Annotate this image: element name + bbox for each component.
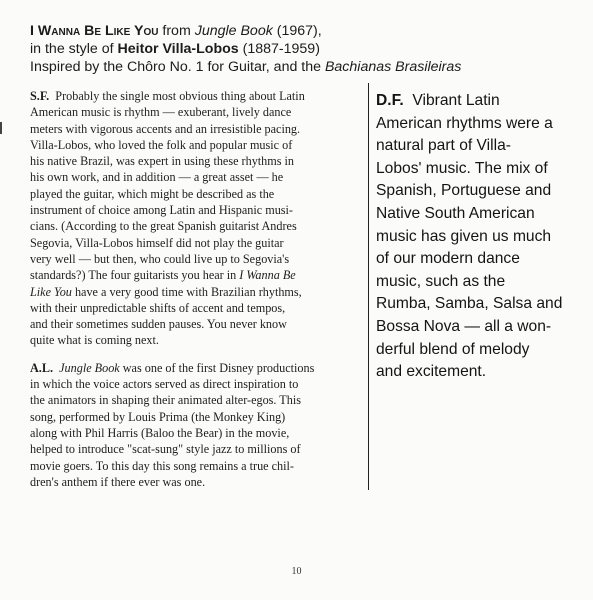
al-line: the animators in shaping their animated alter-egos. This	[30, 393, 301, 408]
inspired-work: Bachianas Brasileiras	[324, 59, 462, 75]
sf-line: S.F. Probably the single most obvious thing about Latin	[30, 89, 305, 103]
df-line: Rumba, Samba, Salsa and	[376, 295, 563, 313]
sf-paragraph	[30, 88, 360, 349]
al-line: movie goers. To this day this song remains a true chil-	[30, 458, 294, 473]
track-header	[30, 22, 570, 76]
composer-name: Heitor Villa-Lobos	[117, 41, 239, 57]
df-line: Spanish, Portuguese and	[376, 182, 552, 200]
al-line: in which the voice actors served as direct inspiration to	[30, 377, 299, 392]
sf-line: cians. (According to the great Spanish guitarist Andres	[30, 219, 297, 234]
df-line: Bossa Nova — all a won-	[376, 317, 552, 335]
header-line-1	[30, 22, 570, 40]
movie-title: Jungle Book	[194, 23, 273, 39]
from-text: from	[158, 23, 195, 39]
df-line: derful blend of melody	[376, 340, 530, 358]
sf-line: his native Brazil, was expert in using these rhythms in	[30, 154, 295, 169]
df-line: D.F. Vibrant Latin	[376, 92, 500, 109]
al-label: A.L.	[30, 360, 54, 375]
sf-line: and their sometimes sudden pauses. You never know	[30, 317, 287, 332]
al-line: song, performed by Louis Prima (the Monkey King)	[30, 409, 286, 424]
df-line: Lobos' music. The mix of	[376, 159, 548, 177]
sf-inline-title: I Wanna Be	[239, 268, 296, 283]
page-number: 10	[291, 566, 302, 577]
left-column	[30, 88, 360, 501]
sf-line: instrument of choice among Latin and Hispanic musi-	[30, 203, 293, 218]
df-label: D.F.	[376, 92, 404, 109]
df-line: of our modern dance	[376, 250, 520, 268]
song-title: I Wanna Be Like You	[30, 23, 159, 39]
df-line: and excitement.	[376, 363, 487, 381]
df-line: music, such as the	[376, 272, 506, 290]
al-line: along with Phil Harris (Baloo the Bear) in the movie,	[30, 425, 290, 440]
sf-line: Like You have a very good time with Brazilian rhythms,	[30, 284, 302, 299]
sf-line: with their unpredictable shifts of accent and tempos,	[30, 300, 286, 315]
al-paragraph	[30, 360, 360, 490]
al-line: dren's anthem if there ever was one.	[30, 474, 206, 489]
sf-line: played the guitar, which might be described as the	[30, 186, 275, 201]
df-line: music has given us much	[376, 227, 552, 245]
style-prefix: in the style of	[30, 41, 118, 57]
al-inline-title: Jungle Book	[59, 360, 120, 375]
movie-year: (1967),	[272, 23, 322, 39]
df-line: natural part of Villa-	[376, 137, 511, 155]
df-line: Native South American	[376, 204, 535, 222]
sf-line: meters with vigorous accents and an irresistible pacing.	[30, 121, 301, 136]
sf-line: American music is rhythm — exuberant, lively dance	[30, 105, 292, 120]
page-edge-mark	[0, 122, 2, 134]
sf-line: Segovia, Villa-Lobos himself did not play the guitar	[30, 235, 284, 250]
sf-label: S.F.	[30, 89, 50, 103]
sf-line: quite what is coming next.	[30, 333, 159, 348]
header-line-2	[30, 40, 570, 58]
sf-line: Villa-Lobos, who loved the folk and popular music of	[30, 137, 293, 152]
sf-line: standards?) The four guitarists you hear in I Wanna Be	[30, 268, 296, 283]
sf-line: his own work, and in addition — a great asset — he	[30, 170, 284, 185]
inspired-prefix: Inspired by the Chôro No. 1 for Guitar, and the	[30, 59, 325, 75]
column-divider	[368, 83, 369, 490]
sf-line: very well — but then, who could live up to Segovia's	[30, 251, 290, 266]
composer-dates: (1887-1959)	[238, 41, 320, 57]
sf-inline-title-cont: Like You	[30, 284, 72, 299]
al-line: helped to introduce "scat-sung" style jazz to millions of	[30, 442, 301, 457]
right-column	[376, 90, 586, 384]
df-line: American rhythms were a	[376, 114, 553, 132]
al-line: A.L. Jungle Book was one of the first Disney productions	[30, 360, 315, 375]
header-line-3	[30, 58, 570, 76]
